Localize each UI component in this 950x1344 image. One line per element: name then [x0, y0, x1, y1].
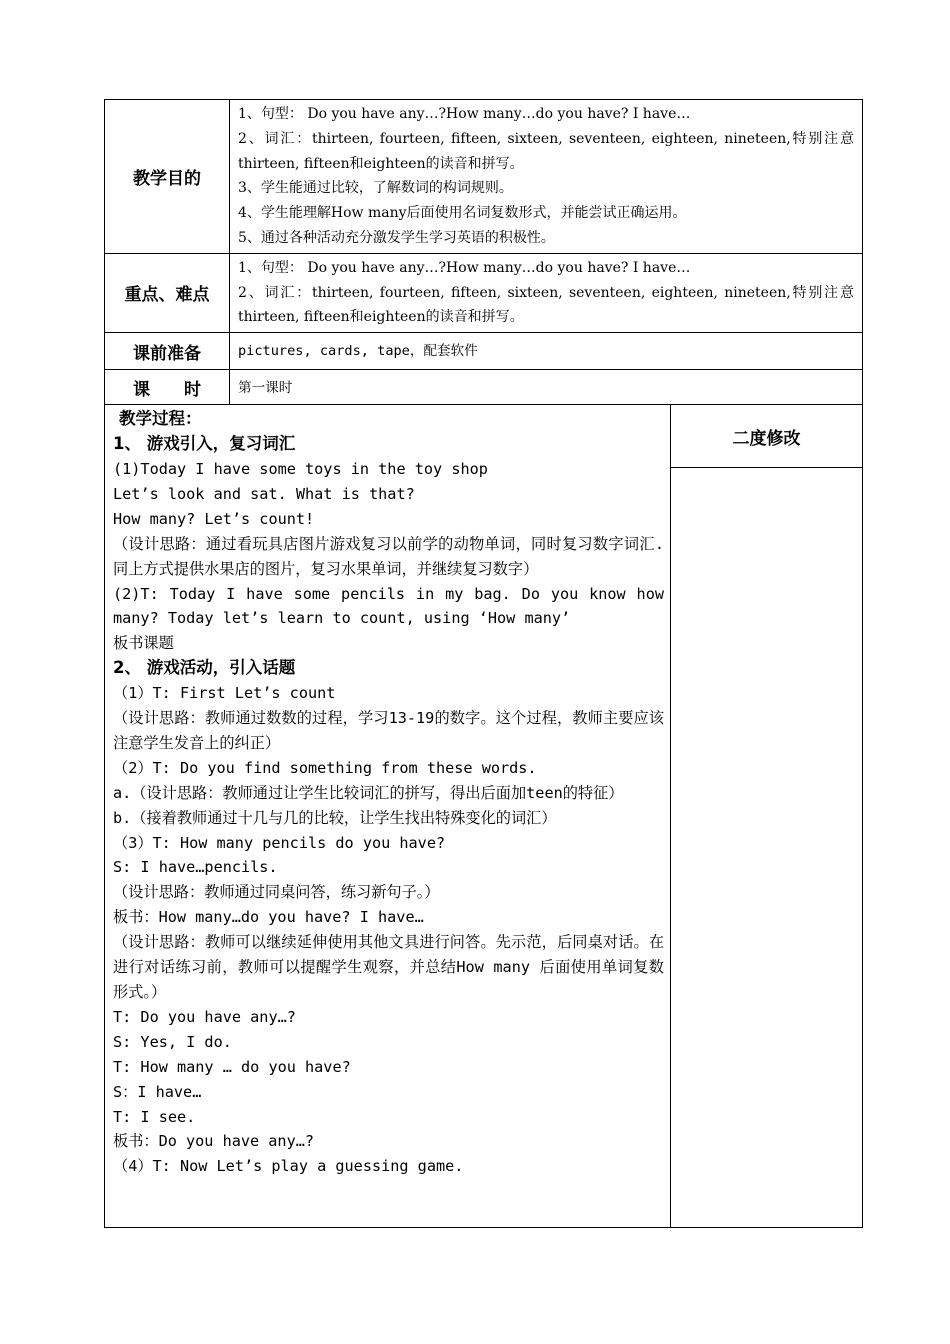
process-line: （4）T: Now Let’s play a guessing game.	[113, 1157, 464, 1176]
preparation-value: pictures, cards, tape，配套软件	[230, 333, 863, 370]
process-line: (2)T: Today I have some pencils in my bag. Do you know how many? Today let’s learn to count, using ‘How many’	[113, 584, 664, 628]
lesson-plan-page	[104, 99, 862, 1228]
key-points-label: 重点、难点	[105, 253, 230, 332]
process-line: （3）T: How many pencils do you have?	[113, 833, 446, 852]
objective-item: 1、句型： Do you have any…?How many…do you have? I have…	[238, 106, 691, 122]
process-line: T: I see.	[113, 1107, 196, 1126]
process-line: （设计思路：教师可以继续延伸使用其他文具进行问答。先示范，后同桌对话。在进行对话练习前，教师可以提醒学生观察，并总结How many 后面使用单词复数形式。）	[113, 933, 664, 1002]
revision-column	[671, 405, 863, 1228]
objectives-label: 教学目的	[105, 100, 230, 254]
lesson-header-table	[104, 99, 863, 405]
process-table	[104, 404, 863, 1228]
objective-item: 5、通过各种活动充分激发学生学习英语的积极性。	[238, 229, 555, 246]
process-line: 板书：How many…do you have? I have…	[113, 908, 424, 927]
process-line: S：I have…	[113, 1082, 202, 1101]
preparation-label: 课前准备	[105, 333, 230, 370]
process-title: 教学过程：	[119, 409, 202, 429]
section-heading: 1、 游戏引入，复习词汇	[113, 434, 296, 454]
process-line: a.（设计思路：教师通过让学生比较词汇的拼写，得出后面加teen的特征）	[113, 783, 624, 802]
process-line: T: Do you have any…?	[113, 1007, 296, 1026]
key-point-item: 1、句型： Do you have any…?How many…do you have? I have…	[238, 259, 691, 276]
objectives-content	[230, 100, 863, 254]
process-content	[105, 405, 671, 1228]
objective-item: 2、词汇：thirteen, fourteen, fifteen, sixteen, seventeen, eighteen, nineteen,特别注意thirteen, fifteen和eighteen的读音和拼写。	[238, 130, 854, 172]
process-line: (1)Today I have some toys in the toy shop	[113, 459, 488, 478]
process-line: （设计思路：教师通过数数的过程，学习13-19的数字。这个过程，教师主要应该注意学生发音上的纠正）	[113, 709, 664, 752]
process-line: b.（接着教师通过十几与几的比较，让学生找出特殊变化的词汇）	[113, 808, 557, 827]
process-line: 板书：Do you have any…?	[113, 1132, 315, 1151]
key-point-item: 2、词汇：thirteen, fourteen, fifteen, sixteen, seventeen, eighteen, nineteen,特别注意thirteen, fifteen和eighteen的读音和拼写。	[238, 284, 854, 326]
process-line: （设计思路：通过看玩具店图片游戏复习以前学的动物单词，同时复习数字词汇.同上方式提供水果店的图片，复习水果单词，并继续复习数字）	[113, 534, 664, 578]
process-line: （2）T: Do you find something from these words.	[113, 758, 537, 777]
key-points-content	[230, 253, 863, 332]
process-line: T: How many … do you have?	[113, 1057, 351, 1076]
process-line: S: I have…pencils.	[113, 858, 278, 877]
objective-item: 3、学生能通过比较，了解数词的构词规则。	[238, 180, 513, 197]
revision-header: 二度修改	[671, 405, 862, 468]
section-heading: 2、 游戏活动，引入话题	[113, 658, 296, 678]
period-value: 第一课时	[230, 370, 863, 405]
process-line: 板书课题	[113, 634, 174, 653]
objective-item: 4、学生能理解How many后面使用名词复数形式，并能尝试正确运用。	[238, 205, 687, 222]
process-line: （设计思路：教师通过同桌问答，练习新句子。）	[113, 883, 440, 902]
process-line: （1）T: First Let’s count	[113, 684, 336, 703]
process-line: How many? Let’s count!	[113, 509, 315, 528]
process-lines	[113, 432, 664, 1179]
period-label: 课 时	[105, 370, 230, 405]
process-line: Let’s look and sat. What is that?	[113, 484, 415, 503]
process-line: S: Yes, I do.	[113, 1032, 232, 1051]
